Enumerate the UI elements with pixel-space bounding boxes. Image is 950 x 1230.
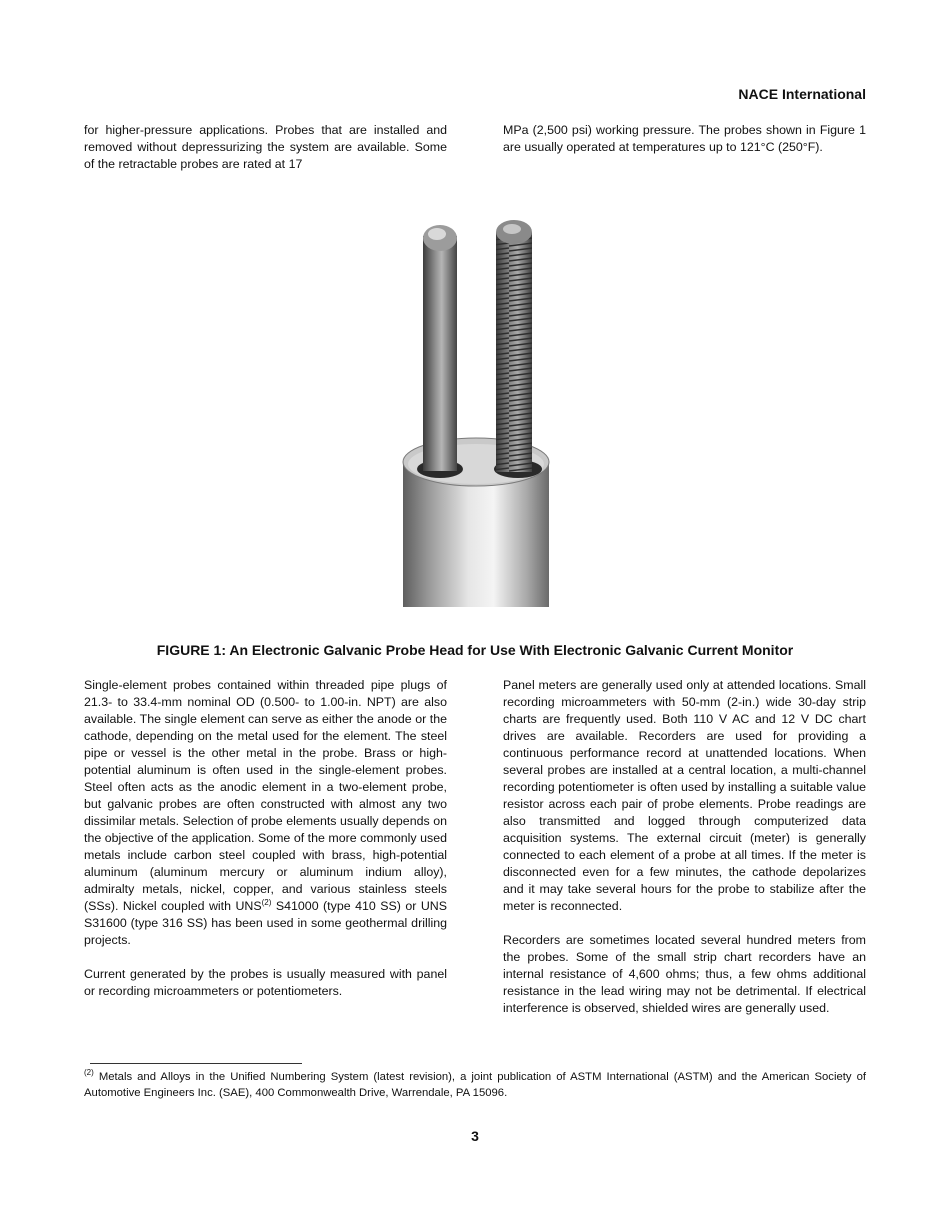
running-header: NACE International: [738, 86, 866, 102]
top-right-paragraph: MPa (2,500 psi) working pressure. The probes shown in Figure 1 are usually operated at temperatures up to 121°C (250°F).: [503, 123, 866, 154]
smooth-electrode: [423, 236, 457, 471]
right-column: [503, 677, 866, 1017]
top-left-paragraph: for higher-pressure applications. Probes that are installed and removed without depressurizing the system are available. Some of the retractable probes are rated at 17: [84, 123, 447, 171]
right-paragraph-2: Recorders are sometimes located several hundred meters from the probes. Some of the small strip chart recorders have an internal resistance of 4,600 ohms; thus, a few ohms additional resistance in the lead wiring may not be detrimental. If electrical interference is observed, shielded wires are generally used.: [503, 933, 866, 1015]
footnote-text: Metals and Alloys in the Unified Numbering System (latest revision), a joint publication of ASTM International (ASTM) and the American Society of Automotive Engineers Inc. (SAE), 400 Commonwealth Drive, Warrendale, PA 15096.: [84, 1071, 866, 1099]
top-right-text: [503, 122, 866, 156]
left-column: [84, 677, 447, 1000]
left-paragraph-1-text-a: Single-element probes contained within threaded pipe plugs of 21.3- to 33.4-mm nominal OD (0.500- to 1.00-in. NPT) are also available. The single element can serve as either the anode or the cathode, depending on the metal used for the element. The steel pipe or vessel is the other metal in the probe. Brass or high-potential aluminum is often used in the single-element probes. Steel often acts as the anodic element in a two-element probe, but galvanic probes are often constructed with almost any two dissimilar metals. Selection of probe elements usually depends on the objective of the application. Some of the more commonly used metals include carbon steel coupled with brass, high-potential aluminum (aluminum mercury or aluminum indium alloy), admiralty metals, nickel, copper, and various stainless steels (SSs). Nickel coupled with UNS: [84, 678, 447, 913]
probe-illustration: [365, 172, 585, 607]
probe-photo: [365, 172, 585, 607]
left-paragraph-1-text-b: S41000 (type 410 SS) or UNS S31600 (type 316 SS) has been used in some geothermal drilling projects.: [84, 899, 447, 947]
figure-caption: FIGURE 1: An Electronic Galvanic Probe Head for Use With Electronic Galvanic Current Monitor: [156, 642, 794, 658]
footnote-divider: [90, 1063, 302, 1064]
left-paragraph-1: [84, 677, 447, 949]
left-paragraph-2: Current generated by the probes is usually measured with panel or recording microammeters or potentiometers.: [84, 967, 447, 998]
page-number: 3: [471, 1128, 479, 1144]
footnote-marker: (2): [84, 1068, 94, 1078]
right-paragraph-1: Panel meters are generally used only at attended locations. Small recording microammeters with 50-mm (2-in.) wide 30-day strip charts are frequently used. Both 110 V AC and 12 V DC chart drives are available. Recorders are used for providing a continuous performance record at unattended locations. When several probes are installed at a central location, a multi-channel recording potentiometer is often used by installing a suitable value resistor across each pair of probe elements. Probe readings are also transmitted and logged through computerized data acquisition systems. The external circuit (meter) is generally connected to each element of a probe at all times. If the meter is disconnected even for a few minutes, the cathode depolarizes and it may take several hours for the probe to stabilize after the meter is reconnected.: [503, 678, 866, 913]
top-left-text: [84, 122, 447, 173]
footnote: [84, 1069, 866, 1101]
footnote-reference: (2): [261, 897, 272, 907]
